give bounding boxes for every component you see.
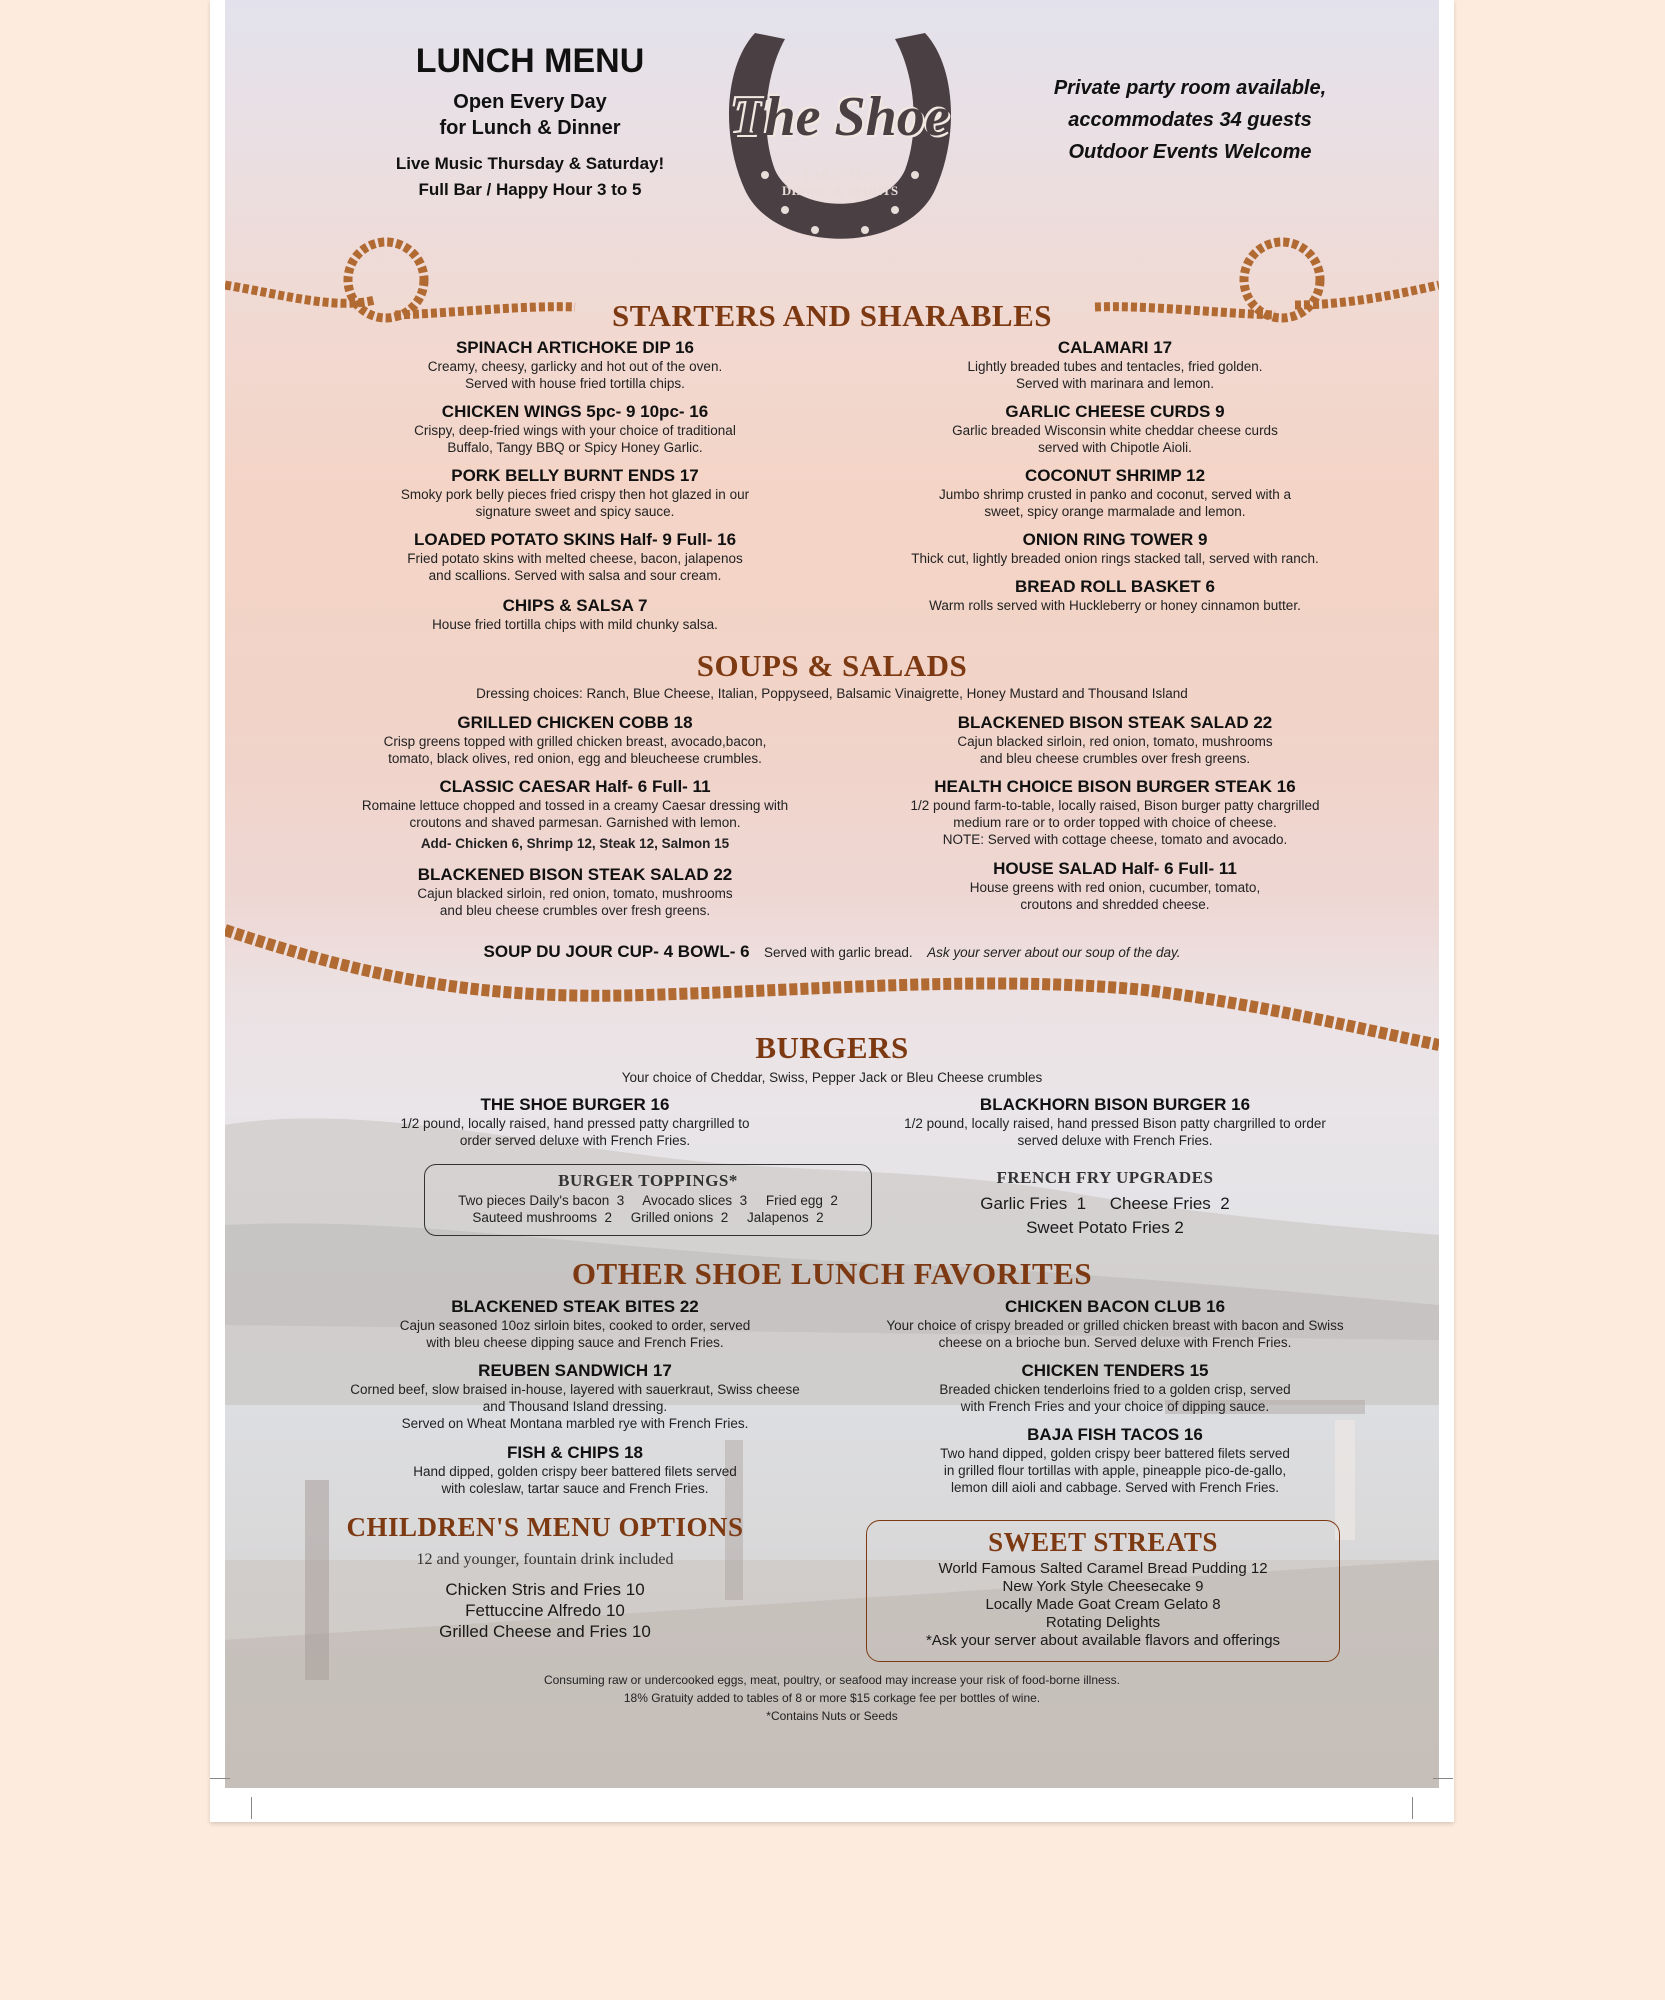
outdoor-events: Outdoor Events Welcome [1068, 141, 1312, 163]
live-music: Live Music Thursday & Saturday! [395, 154, 665, 173]
open-line-2: for Lunch & Dinner [439, 117, 621, 139]
starters-right-column [825, 338, 1405, 617]
trim-mark [1433, 1778, 1453, 1779]
menu-item: FISH & CHIPS 18 Hand dipped, golden crispy beer battered filets served with coleslaw, tartar sauce and French Fries. [413, 1443, 737, 1496]
menu-item: CHICKEN BACON CLUB 16 Your choice of crispy breaded or grilled chicken breast with bacon and Swiss cheese on a brioche bun. Served deluxe with French Fries. [886, 1297, 1344, 1350]
footer [285, 1671, 1379, 1725]
menu-item: REUBEN SANDWICH 17 Corned beef, slow braised in-house, layered with sauerkraut, Swiss cheese and Thousand Island dressing. Served on Wheat Montana marbled rye with French Fries. [350, 1361, 800, 1431]
menu-item: BREAD ROLL BASKET 6 Warm rolls served with Huckleberry or honey cinnamon butter. [929, 577, 1301, 613]
toppings-line-1: Two pieces Daily's bacon 3 Avocado slices 3 Fried egg 2 [458, 1193, 838, 1208]
menu-item: GRILLED CHICKEN COBB 18 Crisp greens topped with grilled chicken breast, avocado,bacon, tomato, black olives, red onion, egg and bleucheese crumbles. [383, 713, 767, 766]
logo-script: The Shoe [730, 86, 950, 148]
menu-page [225, 0, 1439, 1788]
logo-sub-1: LAKEVIEW [803, 167, 877, 182]
menu-item: SPINACH ARTICHOKE DIP 16 Creamy, cheesy, garlicky and hot out of the oven. Served with house fried tortilla chips. [427, 338, 723, 391]
logo [715, 25, 965, 280]
sweets-item: *Ask your server about available flavors and offerings [925, 1632, 1281, 1649]
soups-heading: SOUPS & SALADS [696, 648, 968, 683]
fry-line-2: Sweet Potato Fries 2 [1026, 1218, 1184, 1237]
sweets-item: Locally Made Goat Cream Gelato 8 [985, 1596, 1221, 1613]
fry-line-1: Garlic Fries 1 Cheese Fries 2 [980, 1194, 1230, 1213]
soup-du-jour: SOUP DU JOUR CUP- 4 BOWL- 6 Served with garlic bread. Ask your server about our soup of the day. [483, 942, 1181, 961]
trim-mark [210, 1778, 230, 1779]
menu-item: CALAMARI 17 Lightly breaded tubes and tentacles, fried golden. Served with marinara and lemon. [967, 338, 1263, 391]
sweet-streats-box [866, 1520, 1340, 1662]
menu-item: HOUSE SALAD Half- 6 Full- 11 House greens with red onion, cucumber, tomato, croutons and shredded cheese. [969, 859, 1261, 912]
sweets-heading: SWEET STREATS [988, 1527, 1218, 1557]
menu-item: CLASSIC CAESAR Half- 6 Full- 11 Romaine lettuce chopped and tossed in a creamy Caesar dressing with croutons and shaved parmesan. Garnished with lemon. Add- Chicken 6, Shrimp 12, Steak 12, Salmon 15 [361, 777, 789, 851]
children-sub: 12 and younger, fountain drink included [416, 1551, 674, 1568]
toppings-line-2: Sauteed mushrooms 2 Grilled onions 2 Jalapenos 2 [472, 1210, 824, 1225]
soups-right-column [855, 713, 1375, 923]
full-bar: Full Bar / Happy Hour 3 to 5 [418, 180, 642, 199]
accommodates: accommodates 34 guests [1068, 109, 1312, 131]
menu-item: BLACKENED BISON STEAK SALAD 22 Cajun blacked sirloin, red onion, tomato, mushrooms and bleu cheese crumbles over fresh greens. [957, 713, 1273, 766]
children-heading: CHILDREN'S MENU OPTIONS [346, 1512, 744, 1542]
sweets-item: World Famous Salted Caramel Bread Pudding 12 [938, 1560, 1268, 1577]
horseshoe-icon [715, 25, 965, 280]
favorites-right-column [825, 1297, 1405, 1507]
menu-item: BLACKHORN BISON BURGER 16 1/2 pound, locally raised, hand pressed Bison patty chargrilled to order served deluxe with French Fries. [904, 1095, 1326, 1148]
burgers-heading: BURGERS [755, 1030, 909, 1065]
sweets-item: New York Style Cheesecake 9 [1002, 1578, 1204, 1595]
menu-item: COCONUT SHRIMP 12 Jumbo shrimp crusted in panko and coconut, served with a sweet, spicy orange marmalade and lemon. [939, 466, 1291, 519]
toppings-title: BURGER TOPPINGS* [558, 1171, 738, 1190]
children-menu [325, 1512, 765, 1642]
burger-toppings-box [424, 1164, 872, 1236]
menu-item: HEALTH CHOICE BISON BURGER STEAK 16 1/2 pound farm-to-table, locally raised, Bison burger patty chargrilled medium rare or to order topped with choice of cheese. NOTE: Served with cottage cheese, tomato and avocado. [910, 777, 1320, 847]
dressing-choices: Dressing choices: Ranch, Blue Cheese, Italian, Poppyseed, Balsamic Vinaigrette, Honey Mustard and Thousand Island [476, 686, 1188, 701]
children-item: Fettuccine Alfredo 10 [465, 1601, 625, 1620]
menu-item: CHICKEN TENDERS 15 Breaded chicken tenderloins fried to a golden crisp, served with French Fries and your choice of dipping sauce. [939, 1361, 1291, 1414]
menu-item: BLACKENED BISON STEAK SALAD 22 Cajun blacked sirloin, red onion, tomato, mushrooms and bleu cheese crumbles over fresh greens. [417, 865, 733, 918]
fry-upgrades [925, 1168, 1285, 1240]
favorites-left-column [295, 1297, 855, 1507]
trim-mark [1412, 1797, 1413, 1819]
menu-item: LOADED POTATO SKINS Half- 9 Full- 16 Fried potato skins with melted cheese, bacon, jalapenos and scallions. Served with salsa and sour cream. [407, 530, 743, 583]
menu-item: CHICKEN WINGS 5pc- 9 10pc- 16 Crispy, deep-fried wings with your choice of traditional Buffalo, Tangy BBQ or Spicy Honey Garlic. [414, 402, 736, 455]
menu-item: BLACKENED STEAK BITES 22 Cajun seasoned 10oz sirloin bites, cooked to order, served with bleu cheese dipping sauce and French Fries. [399, 1297, 751, 1350]
menu-item: BAJA FISH TACOS 16 Two hand dipped, golden crispy beer battered filets served in grilled flour tortillas with apple, pineapple pico-de-gallo, lemon dill aioli and cabbage. Served with French Fries. [940, 1425, 1290, 1495]
footer-line-1: Consuming raw or undercooked eggs, meat, poultry, or seafood may increase your risk of food-borne illness. [543, 1673, 1121, 1687]
menu-item: ONION RING TOWER 9 Thick cut, lightly breaded onion rings stacked tall, served with ranch. [911, 530, 1319, 566]
starters-heading: STARTERS AND SHARABLES [611, 298, 1053, 333]
menu-item: GARLIC CHEESE CURDS 9 Garlic breaded Wisconsin white cheddar cheese curds served with Chipotle Aioli. [952, 402, 1278, 455]
menu-title: LUNCH MENU [415, 42, 645, 80]
private-party: Private party room available, [1053, 77, 1327, 99]
fry-title: FRENCH FRY UPGRADES [996, 1168, 1214, 1187]
cheese-choices: Your choice of Cheddar, Swiss, Pepper Jack or Bleu Cheese crumbles [621, 1070, 1043, 1085]
open-line-1: Open Every Day [453, 91, 607, 113]
sweets-item: Rotating Delights [1045, 1614, 1161, 1631]
menu-item: PORK BELLY BURNT ENDS 17 Smoky pork belly pieces fried crispy then hot glazed in our signature sweet and spicy sauce. [400, 466, 750, 519]
trim-mark [251, 1797, 252, 1819]
footer-line-2: 18% Gratuity added to tables of 8 or more $15 corkage fee per bottles of wine. [623, 1691, 1041, 1705]
children-item: Chicken Stris and Fries 10 [445, 1580, 645, 1599]
menu-item: CHIPS & SALSA 7 House fried tortilla chips with mild chunky salsa. [432, 596, 718, 632]
soups-left-column [315, 713, 835, 929]
footer-line-3: *Contains Nuts or Seeds [766, 1709, 898, 1723]
children-item: Grilled Cheese and Fries 10 [439, 1622, 651, 1641]
starters-left-column [315, 338, 835, 636]
logo-sub-2: DINING & SPIRITS [781, 183, 899, 198]
favorites-heading: OTHER SHOE LUNCH FAVORITES [571, 1256, 1093, 1291]
menu-item: THE SHOE BURGER 16 1/2 pound, locally raised, hand pressed patty chargrilled to order served deluxe with French Fries. [400, 1095, 750, 1148]
